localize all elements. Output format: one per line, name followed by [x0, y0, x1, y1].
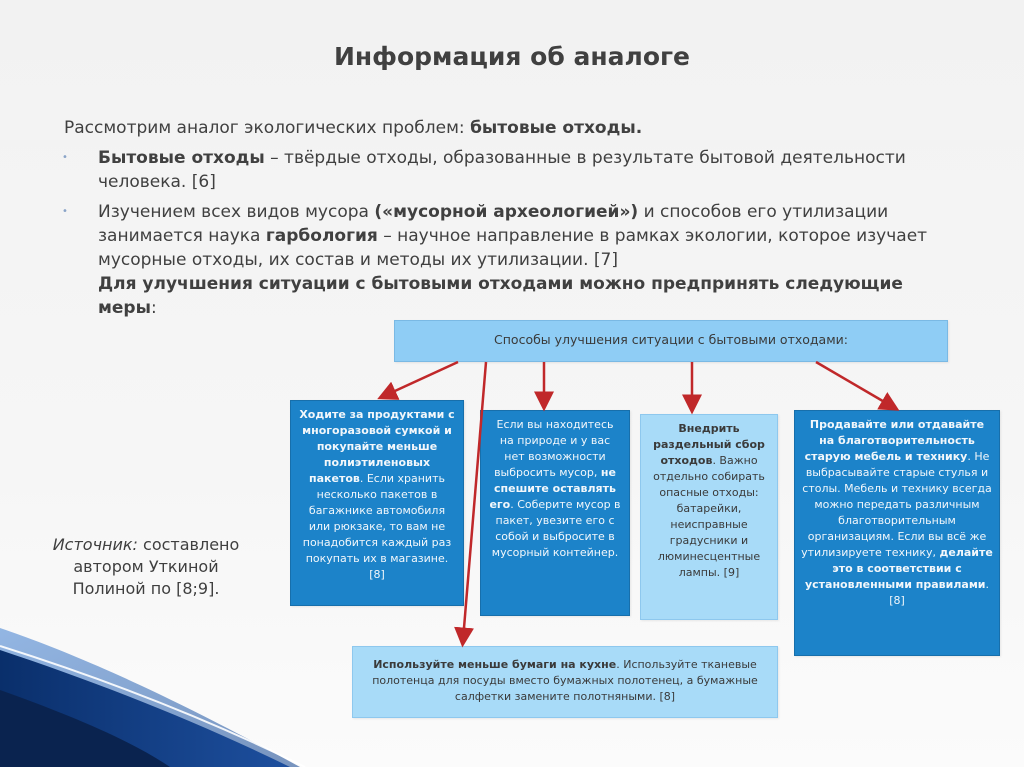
- source-label: Источник:: [52, 535, 138, 554]
- bullet-2-bold-2: гарбология: [265, 226, 378, 246]
- method-4-text-1: . Не выбрасывайте старые стулья и столы. Мебель и технику всегда можно передать различным благотворительным организациям. Если вы всё же утилизируете технику,: [801, 450, 992, 559]
- source-text: составлено автором Уткиной Полиной по [8;9].: [72, 535, 240, 598]
- method-4-bold-2: делайте это в соответствии с установленными правилами: [804, 546, 993, 591]
- slide-title: Информация об аналоге: [333, 42, 691, 71]
- method-5-bold: Используйте меньше бумаги на кухне: [373, 658, 617, 671]
- bullet-2-bold-1: («мусорной археологией»): [374, 202, 639, 222]
- method-4-bold-1: Продавайте или отдавайте на благотворительность старую мебель и технику: [804, 418, 985, 463]
- arrow-to-bags: [384, 362, 458, 396]
- method-1-text: . Если хранить несколько пакетов в багажнике автомобиля или рюкзаке, то вам не понадобится каждый раз покупать их в магазине. [8]: [302, 472, 452, 581]
- bullet-1-text: – твёрдые отходы, образованные в результате бытовой деятельности человека. [6]: [98, 148, 906, 192]
- intro-bold: бытовые отходы.: [470, 118, 643, 138]
- method-3-bold: Внедрить раздельный сбор отходов: [653, 422, 765, 467]
- bullet-2-text-3: – научное направление в рамках экологии, которое изучает мусорные отходы, их состав и методы их утилизации. [7]: [98, 226, 928, 270]
- method-2-text-1: Если вы находитесь на природе и у вас нет возможности выбросить мусор,: [494, 418, 614, 479]
- bullet-2-text-1: Изучением всех видов мусора: [98, 202, 375, 222]
- diagram-header-text: Способы улучшения ситуации с бытовыми отходами:: [494, 332, 848, 347]
- method-5-text: . Используйте тканевые полотенца для посуды вместо бумажных полотенец, а бумажные салфетки замените полотняными. [8]: [372, 658, 758, 703]
- method-3-text: . Важно отдельно собирать опасные отходы: батарейки, неисправные градусники и люминесцентные лампы. [9]: [653, 454, 765, 579]
- bullet-2-text-4: :: [150, 298, 157, 318]
- bullet-1-bold: Бытовые отходы: [98, 148, 265, 168]
- method-4-text-2: . [8]: [889, 578, 990, 607]
- intro-text: Рассмотрим аналог экологических проблем:: [64, 118, 471, 138]
- arrow-to-furniture: [816, 362, 893, 407]
- arrow-to-paper: [463, 362, 486, 640]
- bullet-dot-icon: •: [62, 152, 68, 163]
- bullet-2-text-2: и способов его утилизации занимается наука: [98, 202, 889, 246]
- bullet-dot-icon: •: [62, 206, 68, 217]
- bullet-2-bold-3: Для улучшения ситуации с бытовыми отходами можно предпринять следующие меры: [98, 274, 903, 318]
- method-2-text-2: . Соберите мусор в пакет, увезите его с собой и выбросите в мусорный контейнер.: [491, 498, 621, 559]
- method-2-bold: не спешите оставлять его: [489, 466, 616, 511]
- method-1-bold: Ходите за продуктами с многоразовой сумкой и покупайте меньше полиэтиленовых пакетов: [299, 408, 455, 485]
